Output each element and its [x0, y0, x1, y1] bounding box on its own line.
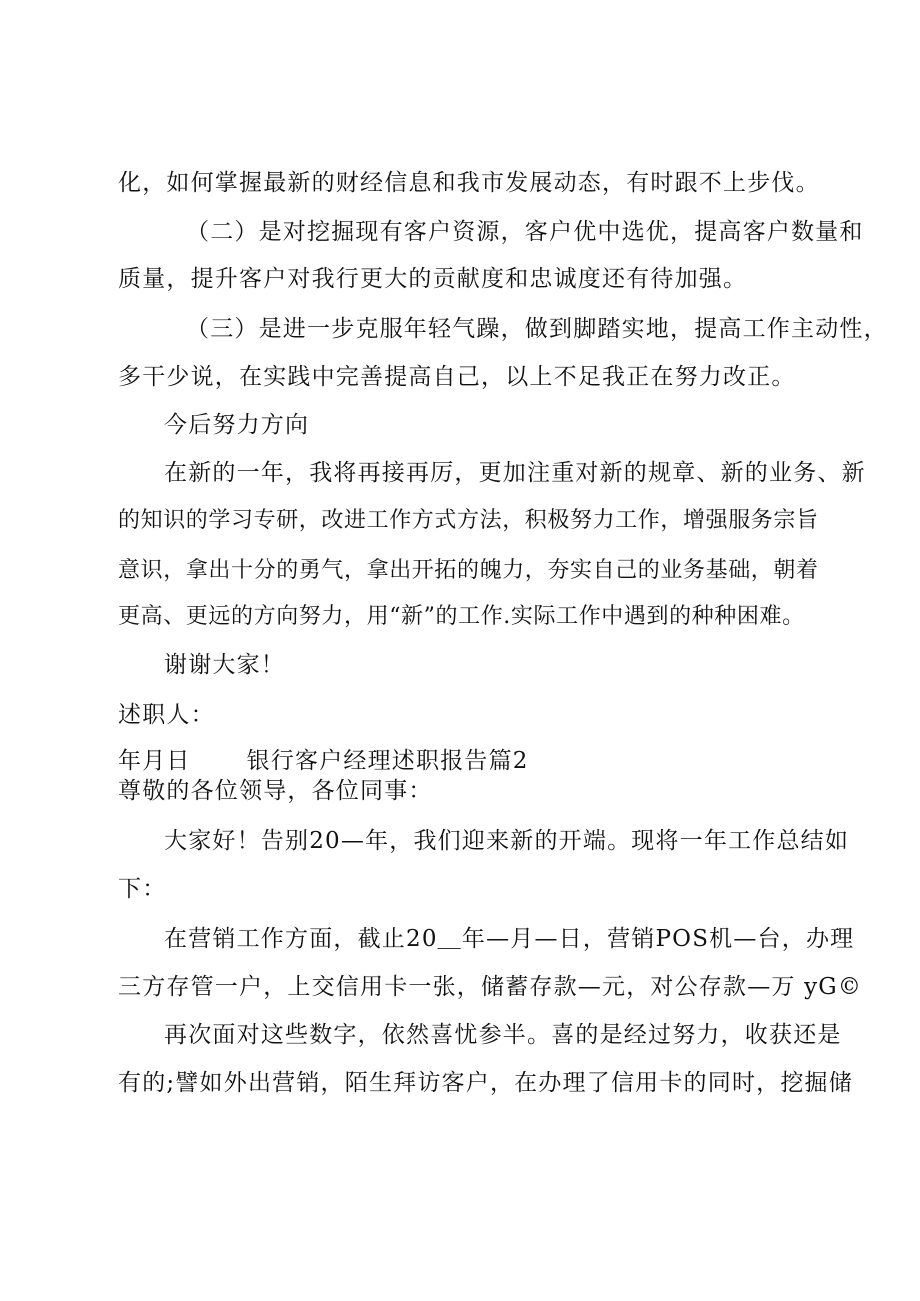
paragraph-line: 在营销工作方面，截止20＿年—月—日，营销POS机—台，办理	[164, 926, 855, 952]
paragraph-line: 意识，拿出十分的勇气，拿出开拓的魄力，夯实自己的业务基础，朝着	[118, 558, 819, 583]
report-title: 银行客户经理述职报告篇2	[246, 748, 529, 774]
paragraph-line: （三）是进一步克服年轻气躁，做到脚踏实地，提高工作主动性，	[186, 316, 888, 342]
paragraph-line: 化，如何掌握最新的财经信息和我市发展动态，有时跟不上步伐。	[118, 170, 820, 196]
paragraph-line: （二）是对挖掘现有客户资源，客户优中选优，提高客户数量和	[186, 219, 864, 245]
paragraph-line: 三方存管一户，上交信用卡一张，储蓄存款—元，对公存款—万 yG©	[118, 974, 863, 1000]
paragraph-line: 下：	[118, 876, 167, 902]
paragraph-line: 再次面对这些数字，依然喜忧参半。喜的是经过努力，收获还是	[164, 1022, 842, 1048]
paragraph-line: 质量，提升客户对我行更大的贡献度和忠诚度还有待加强。	[118, 266, 748, 292]
section-heading: 今后努力方向	[164, 412, 310, 438]
paragraph-line: 有的;譬如外出营销，陌生拜访客户，在办理了信用卡的同时，挖掘储	[118, 1070, 853, 1096]
paragraph-line: 多干少说，在实践中完善提高自己，以上不足我正在努力改正。	[118, 364, 796, 390]
paragraph-line: 更高、更远的方向努力，用“新”的工作.实际工作中遇到的种种困难。	[118, 604, 805, 629]
date-and-title-line	[118, 746, 529, 776]
signature-label: 述职人：	[118, 702, 215, 728]
paragraph-line: 的知识的学习专研，改进工作方式方法，积极努力工作，增强服务宗旨	[118, 508, 819, 533]
paragraph-line: 大家好！告别20—年，我们迎来新的开端。现将一年工作总结如	[164, 828, 850, 854]
date-label: 年月日	[118, 748, 191, 774]
paragraph-line: 在新的一年，我将再接再厉，更加注重对新的规章、新的业务、新	[164, 460, 866, 486]
closing-line: 谢谢大家！	[164, 652, 285, 678]
salutation: 尊敬的各位领导，各位同事：	[118, 778, 433, 804]
